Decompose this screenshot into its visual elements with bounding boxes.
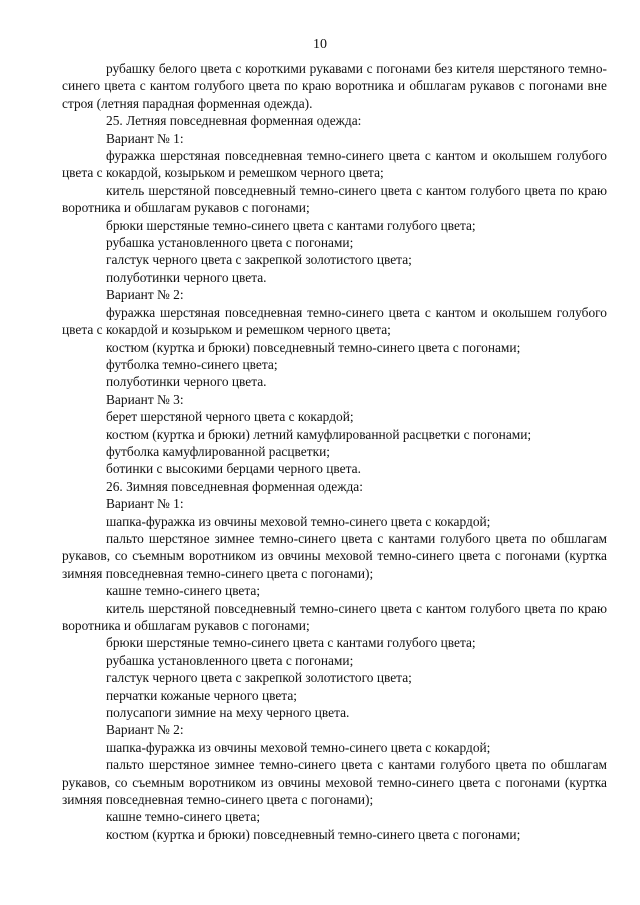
variant-heading: Вариант № 3: bbox=[106, 391, 184, 407]
list-item: галстук черного цвета с закрепкой золотистого цвета; bbox=[106, 670, 412, 686]
document-body bbox=[62, 60, 607, 843]
list-item: китель шерстяной повседневный темно-синего цвета с кантом голубого цвета по краю воротника и обшлагам рукавов с погонами; bbox=[62, 600, 607, 633]
section-heading: 25. Летняя повседневная форменная одежда: bbox=[106, 113, 362, 129]
variant-heading: Вариант № 1: bbox=[106, 496, 184, 512]
list-item: пальто шерстяное зимнее темно-синего цвета с кантами голубого цвета по обшлагам рукавов, со съемным воротником из овчины меховой темно-синего цвета с погонами (куртка зимняя повседневная темно-синего цвета с погонами); bbox=[62, 757, 607, 808]
list-item: полуботинки черного цвета. bbox=[106, 269, 267, 285]
list-item: брюки шерстяные темно-синего цвета с кантами голубого цвета; bbox=[106, 635, 476, 651]
list-item: ботинки с высокими берцами черного цвета. bbox=[106, 461, 361, 477]
list-item: шапка-фуражка из овчины меховой темно-синего цвета с кокардой; bbox=[106, 739, 491, 755]
list-item: перчатки кожаные черного цвета; bbox=[106, 687, 297, 703]
paragraph: рубашку белого цвета с короткими рукавами с погонами без кителя шерстяного темно-синего цвета с кантом голубого цвета по краю воротника и обшлагам рукавов с погонами вне строя (летняя парадная форменная одежда). bbox=[62, 61, 607, 111]
list-item: футболка камуфлированной расцветки; bbox=[106, 443, 330, 459]
list-item: костюм (куртка и брюки) повседневный темно-синего цвета с погонами; bbox=[106, 826, 521, 842]
list-item: галстук черного цвета с закрепкой золотистого цвета; bbox=[106, 252, 412, 268]
list-item: кашне темно-синего цвета; bbox=[106, 809, 261, 825]
list-item: полусапоги зимние на меху черного цвета. bbox=[106, 705, 350, 721]
list-item: пальто шерстяное зимнее темно-синего цвета с кантами голубого цвета по обшлагам рукавов, со съемным воротником из овчины меховой темно-синего цвета с погонами (куртка зимняя повседневная темно-синего цвета с погонами); bbox=[62, 530, 607, 581]
variant-heading: Вариант № 1: bbox=[106, 130, 184, 146]
list-item: китель шерстяной повседневный темно-синего цвета с кантом голубого цвета по краю воротника и обшлагам рукавов с погонами; bbox=[62, 182, 607, 216]
section-heading: 26. Зимняя повседневная форменная одежда: bbox=[106, 478, 363, 494]
list-item: полуботинки черного цвета. bbox=[106, 374, 267, 390]
list-item: кашне темно-синего цвета; bbox=[106, 583, 261, 599]
list-item: рубашка установленного цвета с погонами; bbox=[106, 652, 354, 668]
list-item: фуражка шерстяная повседневная темно-синего цвета с кантом и околышем голубого цвета с кокардой, козырьком и ремешком черного цвета; bbox=[62, 148, 607, 181]
list-item: костюм (куртка и брюки) летний камуфлированной расцветки с погонами; bbox=[106, 426, 532, 442]
list-item: шапка-фуражка из овчины меховой темно-синего цвета с кокардой; bbox=[106, 513, 491, 529]
list-item: берет шерстяной черного цвета с кокардой; bbox=[106, 409, 354, 425]
list-item: брюки шерстяные темно-синего цвета с кантами голубого цвета; bbox=[106, 217, 476, 233]
variant-heading: Вариант № 2: bbox=[106, 722, 184, 738]
page-number: 10 bbox=[313, 37, 327, 52]
list-item: костюм (куртка и брюки) повседневный темно-синего цвета с погонами; bbox=[106, 339, 521, 355]
variant-heading: Вариант № 2: bbox=[106, 287, 184, 303]
list-item: футболка темно-синего цвета; bbox=[106, 356, 278, 372]
list-item: рубашка установленного цвета с погонами; bbox=[106, 235, 354, 251]
list-item: фуражка шерстяная повседневная темно-синего цвета с кантом и околышем голубого цвета с кокардой и козырьком и ремешком черного цвета; bbox=[62, 304, 607, 338]
